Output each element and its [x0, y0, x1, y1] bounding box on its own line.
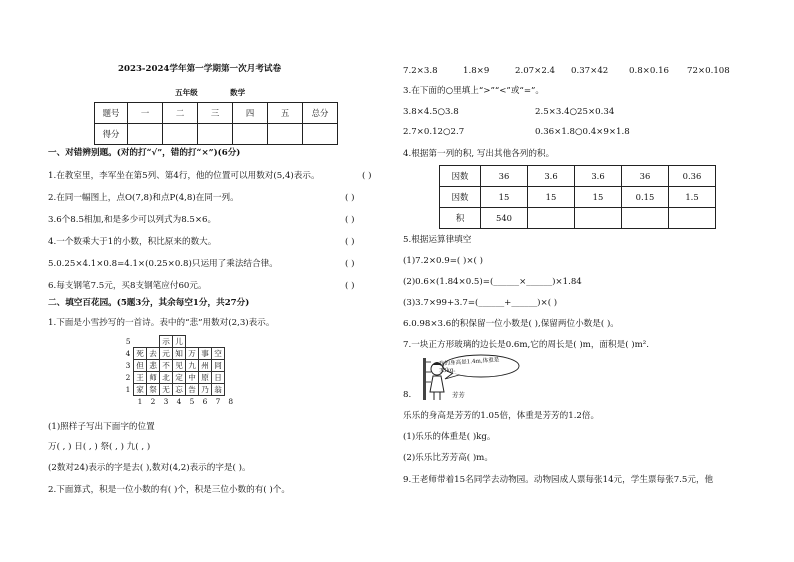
table-cell: 因数 [440, 166, 481, 187]
column-number: 1 [137, 397, 143, 406]
answer-paren[interactable]: ( ) [345, 193, 355, 203]
table-cell: 1.5 [669, 187, 716, 208]
score-input[interactable] [268, 124, 303, 145]
question-6[interactable]: 6.0.98×3.6的积保留一位小数是( ),保留两位小数是( )。 [403, 319, 619, 329]
measuring-pole [423, 358, 426, 400]
answer-paren[interactable]: ( ) [345, 237, 355, 247]
score-header-cell: 五 [268, 103, 303, 124]
answer-cell[interactable] [669, 208, 716, 229]
column-number: 2 [150, 397, 156, 406]
question-5-3[interactable]: (3)3.7×99+3.7=(______+______)×( ) [403, 298, 558, 308]
poem-cell: 原 [199, 372, 212, 384]
poem-cell: 元 [160, 348, 173, 360]
table-cell: 15 [528, 187, 575, 208]
poem-cell: 儿 [173, 336, 186, 348]
poem-cell: 王 [134, 372, 147, 384]
poem-cell [225, 360, 238, 372]
poem-cell: 九 [186, 360, 199, 372]
poem-cell: 同 [212, 360, 225, 372]
expr: 72×0.108 [687, 66, 730, 76]
judge-item: 3.6个8.5相加,和是多少可以列式为8.5×6。 [48, 215, 217, 225]
table-cell: 积 [440, 208, 481, 229]
section1-heading: 一、对错辨别題。(对的打“√”，错的打“×”)(6分) [48, 148, 241, 158]
row-number: 5 [125, 337, 131, 346]
score-header-cell: 二 [163, 103, 198, 124]
right-column [397, 0, 794, 562]
poem-cell [212, 336, 225, 348]
poem-cell: 告 [186, 384, 199, 396]
poem-cell [225, 336, 238, 348]
poem-cell: 北 [160, 372, 173, 384]
judge-item: 2.在同一幅图上，点O(7,8)和点P(4,8)在同一列。 [48, 193, 239, 203]
poem-cell: 家 [134, 384, 147, 396]
exam-title: 2023-2024学年第一学期第一次月考试卷 [118, 64, 282, 74]
answer-cell[interactable] [575, 208, 622, 229]
compare-item[interactable]: 2.7×0.12○2.7 [403, 127, 465, 137]
answer-paren[interactable]: ( ) [362, 171, 372, 181]
judge-item: 1.在教室里，李军坐在第5列、第4行，他的位置可以用数对(5,4)表示。 [48, 171, 320, 181]
question-5-2[interactable]: (2)0.6×(1.84×0.5)=(______×______)×1.84 [403, 277, 582, 287]
poem-cell: 不 [160, 360, 173, 372]
table-cell: 0.36 [669, 166, 716, 187]
poem-cell: 事 [199, 348, 212, 360]
score-row-label: 得分 [95, 124, 128, 145]
question-5-1[interactable]: (1)7.2×0.9=( )×( ) [403, 256, 483, 266]
speech-text: 我的身高是1.4m,体重是33kg。 [438, 357, 500, 375]
poem-cell [186, 336, 199, 348]
answer-cell[interactable] [622, 208, 669, 229]
column-number: 5 [189, 397, 195, 406]
question-8-number: 8. [403, 390, 412, 400]
score-header-cell: 总分 [303, 103, 338, 124]
question-8-2[interactable]: (2)乐乐比芳芳高( )m。 [403, 453, 493, 463]
table-cell: 3.6 [528, 166, 575, 187]
poem-cell: 空 [212, 348, 225, 360]
judge-item: 5.0.25×4.1×0.8=4.1×(0.25×0.8)只运用了乘法结合律。 [48, 259, 278, 269]
grade-label: 五年级 [175, 88, 198, 97]
poem-cell [225, 348, 238, 360]
question-1b[interactable]: (2数对24)表示的字是去( ),数对(4,2)表示的字是( )。 [48, 463, 251, 473]
poem-cell: 见 [173, 360, 186, 372]
poem-cell [225, 384, 238, 396]
poem-cell: 去 [147, 348, 160, 360]
table-cell: 540 [481, 208, 528, 229]
compare-item[interactable]: 0.36×1.8○0.4×9×1.8 [535, 127, 630, 137]
poem-cell: 知 [173, 348, 186, 360]
question-4: 4.根据第一列的积, 写出其他各列的积。 [403, 149, 555, 159]
answer-paren[interactable]: ( ) [345, 215, 355, 225]
table-cell: 36 [622, 166, 669, 187]
poem-cell: 示 [160, 336, 173, 348]
poem-cell: 翁 [212, 384, 225, 396]
column-number: 8 [228, 396, 234, 406]
poem-cell: 祭 [147, 384, 160, 396]
table-cell: 15 [481, 187, 528, 208]
poem-cell [134, 336, 147, 348]
column-number: 6 [202, 397, 208, 406]
table-cell: 15 [575, 187, 622, 208]
question-8-1[interactable]: (1)乐乐的体重是( )kg。 [403, 432, 496, 442]
row-number: 3 [125, 361, 131, 370]
score-header-cell: 四 [233, 103, 268, 124]
section2-heading: 二、填空百花园。(5题3分，其余每空1分，共27分) [48, 298, 250, 308]
poem-cell [199, 336, 212, 348]
poem-cell: 忘 [173, 384, 186, 396]
question-5: 5.根据运算律填空 [403, 235, 472, 245]
poem-cell: 师 [147, 372, 160, 384]
score-input[interactable] [128, 124, 163, 145]
answer-paren[interactable]: ( ) [345, 259, 355, 269]
subject-label: 数学 [230, 88, 246, 97]
expr: 1.8×9 [463, 66, 490, 76]
score-header-cell: 题号 [95, 103, 128, 124]
question-7[interactable]: 7.一块正方形玻璃的边长是0.6m,它的周长是( )m，面积是( )m². [403, 340, 649, 350]
poem-cell: 死 [134, 348, 147, 360]
score-table [94, 102, 338, 145]
girl-name-label: 芳芳 [452, 391, 465, 399]
row-number: 2 [125, 373, 131, 382]
compare-item[interactable]: 3.8×4.5○3.8 [403, 107, 459, 117]
poem-cell: 乃 [199, 384, 212, 396]
score-input[interactable] [198, 124, 233, 145]
table-cell: 因数 [440, 187, 481, 208]
poem-cell: 无 [160, 384, 173, 396]
expr: 2.07×2.4 [515, 66, 556, 76]
row-number: 1 [125, 385, 131, 394]
product-table [439, 165, 716, 229]
question-8-text: 乐乐的身高是芳芳的1.05倍，体重是芳芳的1.2倍。 [403, 411, 600, 421]
score-header-cell: 三 [198, 103, 233, 124]
poem-cell: 悲 [147, 360, 160, 372]
poem-cell: 日 [212, 372, 225, 384]
column-number: 7 [215, 397, 221, 406]
table-cell: 3.6 [575, 166, 622, 187]
question-2[interactable]: 2.下面算式，积是一位小数的有( )个，积是三位小数的有( )个。 [48, 485, 290, 495]
question-3: 3.在下面的○里填上“>”“<”或“=”。 [403, 86, 545, 96]
girl-body [430, 376, 444, 392]
score-header-cell: 一 [128, 103, 163, 124]
poem-cell: 定 [173, 372, 186, 384]
compare-item[interactable]: 2.5×3.4○25×0.34 [535, 107, 615, 117]
axis-origin [123, 396, 134, 408]
question-1: 1.下面是小雪抄写的一首诗。表中的“悲”用数对(2,3)表示。 [48, 318, 275, 328]
poem-cell [225, 372, 238, 384]
poem-cell: 但 [134, 360, 147, 372]
answer-cell[interactable] [528, 208, 575, 229]
poem-grid [123, 335, 237, 407]
judge-item: 4.一个数乘大于1的小数，积比原来的数大。 [48, 237, 217, 247]
question-1a: (1)照样子写出下面字的位置 [48, 422, 155, 432]
row-number: 4 [125, 349, 131, 358]
score-input[interactable] [233, 124, 268, 145]
score-input[interactable] [163, 124, 198, 145]
score-input[interactable] [303, 124, 338, 145]
poem-cell: 州 [199, 360, 212, 372]
expr: 0.37×42 [571, 66, 609, 76]
column-number: 4 [176, 397, 182, 406]
judge-item: 6.每支钢笔7.5元，买8支钢笔应付60元。 [48, 281, 207, 291]
poem-cell [147, 336, 160, 348]
table-cell: 0.15 [622, 187, 669, 208]
column-number: 3 [163, 397, 169, 406]
poem-cell: 中 [186, 372, 199, 384]
question-1a-blanks[interactable]: 万( , ) 日( , ) 祭( , ) 九( , ) [48, 442, 151, 452]
expr: 7.2×3.8 [403, 66, 438, 76]
answer-paren[interactable]: ( ) [345, 281, 355, 291]
expr: 0.8×0.16 [629, 66, 670, 76]
question-9: 9.王老师带着15名同学去动物园。动物园成人票每张14元，学生票每张7.5元，他 [403, 475, 714, 485]
table-cell: 36 [481, 166, 528, 187]
poem-cell: 万 [186, 348, 199, 360]
